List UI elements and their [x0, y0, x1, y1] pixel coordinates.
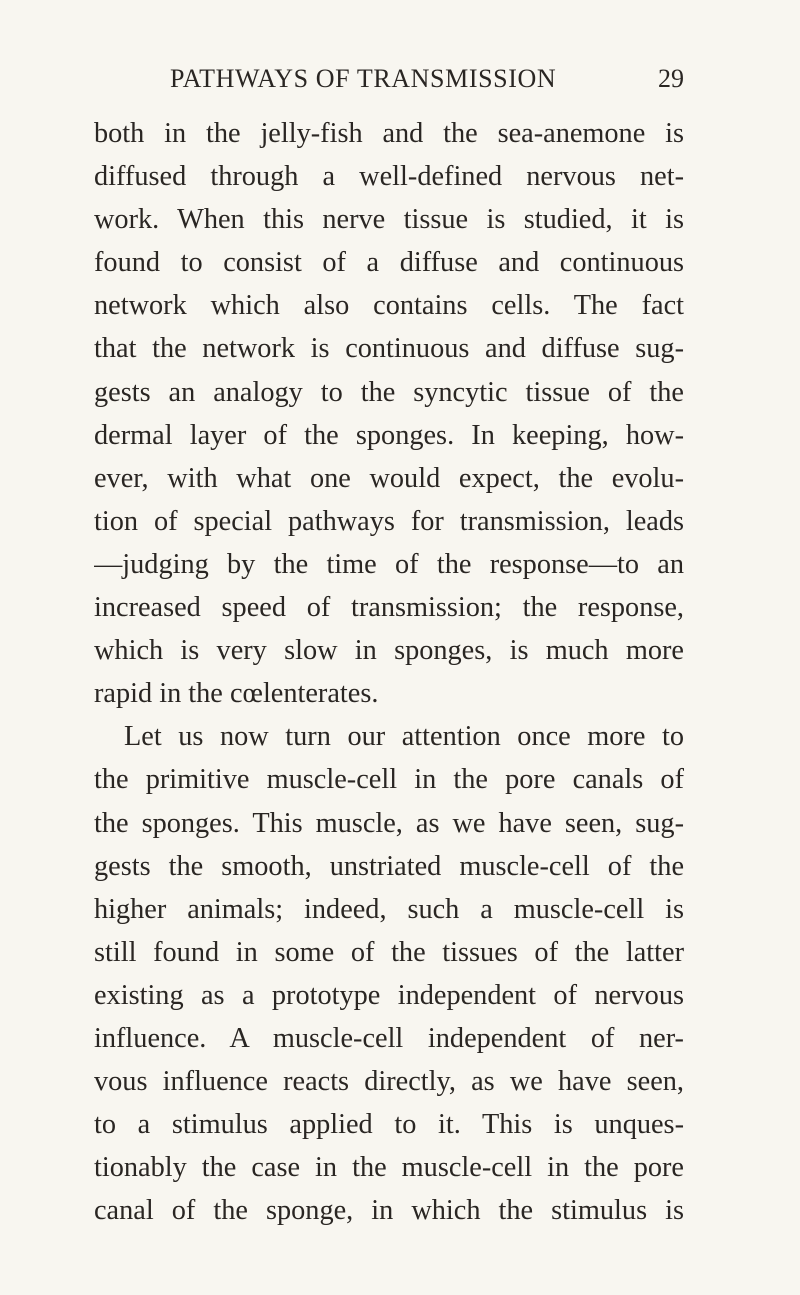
paragraph-start-line: Let us now turn our attention once more to	[124, 721, 684, 753]
text-line: the primitive muscle-cell in the pore canals of	[94, 764, 684, 796]
text-line: diffused through a well-defined nervous net-	[94, 161, 684, 193]
text-line: both in the jelly-fish and the sea-anemone is	[94, 118, 684, 149]
page-number: 29	[658, 64, 684, 93]
text-line: dermal layer of the sponges. In keeping, how-	[94, 419, 684, 451]
text-line: existing as a prototype independent of nervous	[94, 979, 684, 1011]
text-line: tionably the case in the muscle-cell in the pore	[94, 1152, 684, 1184]
text-line: —judging by the time of the response—to an	[94, 548, 684, 580]
text-line: influence. A muscle-cell independent of ner-	[94, 1022, 684, 1054]
text-line: to a stimulus applied to it. This is unques-	[94, 1109, 684, 1141]
text-line: which is very slow in sponges, is much more	[94, 635, 684, 667]
text-line: work. When this nerve tissue is studied, it is	[94, 204, 684, 236]
body-text	[94, 112, 684, 1232]
text-line: still found in some of the tissues of the latter	[94, 936, 684, 968]
paragraph-end-line: rapid in the cœlenterates.	[94, 678, 379, 710]
text-line: ever, with what one would expect, the evolu-	[94, 462, 684, 494]
text-line: vous influence reacts directly, as we have seen,	[94, 1066, 684, 1098]
text-line: increased speed of transmission; the response,	[94, 592, 684, 624]
text-line: tion of special pathways for transmission, leads	[94, 505, 684, 537]
text-line: network which also contains cells. The fact	[94, 290, 684, 322]
text-line: found to consist of a diffuse and continuous	[94, 247, 684, 279]
text-line: canal of the sponge, in which the stimulus is	[94, 1195, 684, 1227]
page-header	[94, 62, 684, 96]
running-head: PATHWAYS OF TRANSMISSION	[170, 64, 557, 93]
text-line: that the network is continuous and diffuse sug-	[94, 333, 684, 365]
text-line: gests the smooth, unstriated muscle-cell of the	[94, 850, 684, 882]
text-line: gests an analogy to the syncytic tissue of the	[94, 376, 684, 408]
text-line: the sponges. This muscle, as we have seen, sug-	[94, 807, 684, 839]
text-line: higher animals; indeed, such a muscle-cell is	[94, 893, 684, 925]
